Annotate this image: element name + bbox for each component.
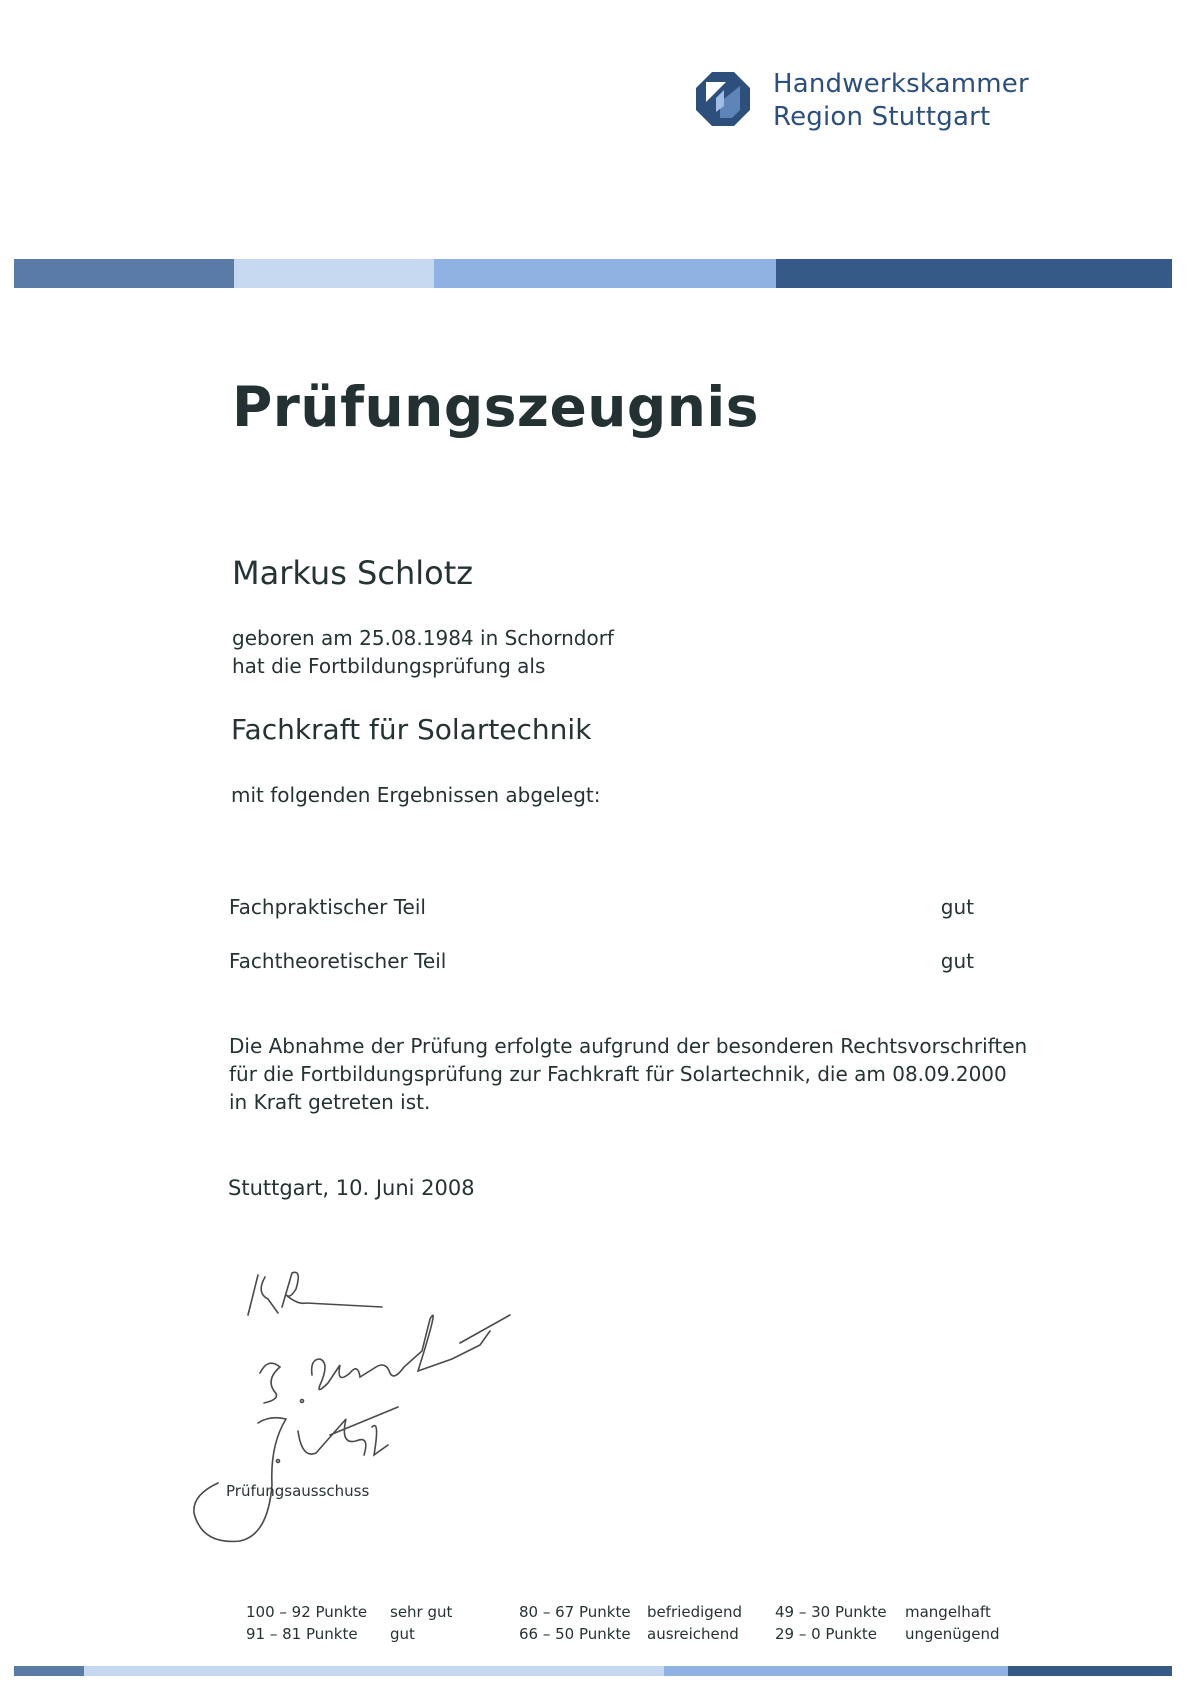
legal-line-3: in Kraft getreten ist. <box>229 1090 431 1114</box>
hwk-logo-icon <box>696 72 750 126</box>
results-intro: mit folgenden Ergebnissen abgelegt: <box>231 783 601 807</box>
birth-line: geboren am 25.08.1984 in Schorndorf <box>232 626 614 650</box>
grade-range: 100 – 92 Punkte <box>246 1603 368 1621</box>
place-and-date: Stuttgart, 10. Juni 2008 <box>228 1176 475 1200</box>
grade-label: ungenügend <box>905 1625 1000 1643</box>
grade-range: 91 – 81 Punkte <box>246 1625 358 1643</box>
legal-line-2: für die Fortbildungsprüfung zur Fachkraft für Solartechnik, die am 08.09.2000 <box>229 1062 1007 1086</box>
grading-scale-ranges <box>519 1601 631 1645</box>
result-part: Fachpraktischer Teil <box>229 895 426 919</box>
grading-scale-ranges <box>246 1601 367 1645</box>
header-color-band <box>14 259 1172 288</box>
document-title: Prüfungszeugnis <box>232 375 760 439</box>
org-name-line-1: Handwerkskammer <box>773 69 1029 99</box>
organization-name <box>773 68 1029 134</box>
exam-line: hat die Fortbildungsprüfung als <box>232 654 546 678</box>
grade-range: 80 – 67 Punkte <box>519 1603 631 1621</box>
grade-label: gut <box>390 1625 415 1643</box>
legal-line-1: Die Abnahme der Prüfung erfolgte aufgrund der besonderen Rechtsvorschriften <box>229 1034 1028 1058</box>
result-grade: gut <box>940 895 974 919</box>
signatures-handwritten <box>190 1255 570 1565</box>
qualification-title: Fachkraft für Solartechnik <box>231 713 592 746</box>
org-name-line-2: Region Stuttgart <box>773 102 991 132</box>
grading-scale-grades <box>905 1601 1000 1645</box>
grade-range: 29 – 0 Punkte <box>775 1625 878 1643</box>
grade-range: 66 – 50 Punkte <box>519 1625 631 1643</box>
grade-range: 49 – 30 Punkte <box>775 1603 887 1621</box>
result-row <box>229 895 974 919</box>
candidate-details <box>232 624 614 680</box>
grading-scale-grades <box>647 1601 742 1645</box>
candidate-name: Markus Schlotz <box>232 554 474 592</box>
result-grade: gut <box>940 949 974 973</box>
footer-color-band <box>14 1666 1172 1676</box>
grading-scale-ranges <box>775 1601 887 1645</box>
grading-scale-grades <box>390 1601 452 1645</box>
grade-label: ausreichend <box>647 1625 739 1643</box>
committee-label: Prüfungsausschuss <box>226 1482 370 1500</box>
grade-label: mangelhaft <box>905 1603 991 1621</box>
result-part: Fachtheoretischer Teil <box>229 949 447 973</box>
result-row <box>229 949 974 973</box>
legal-statement <box>229 1032 1027 1116</box>
grade-label: befriedigend <box>647 1603 743 1621</box>
grade-label: sehr gut <box>390 1603 453 1621</box>
